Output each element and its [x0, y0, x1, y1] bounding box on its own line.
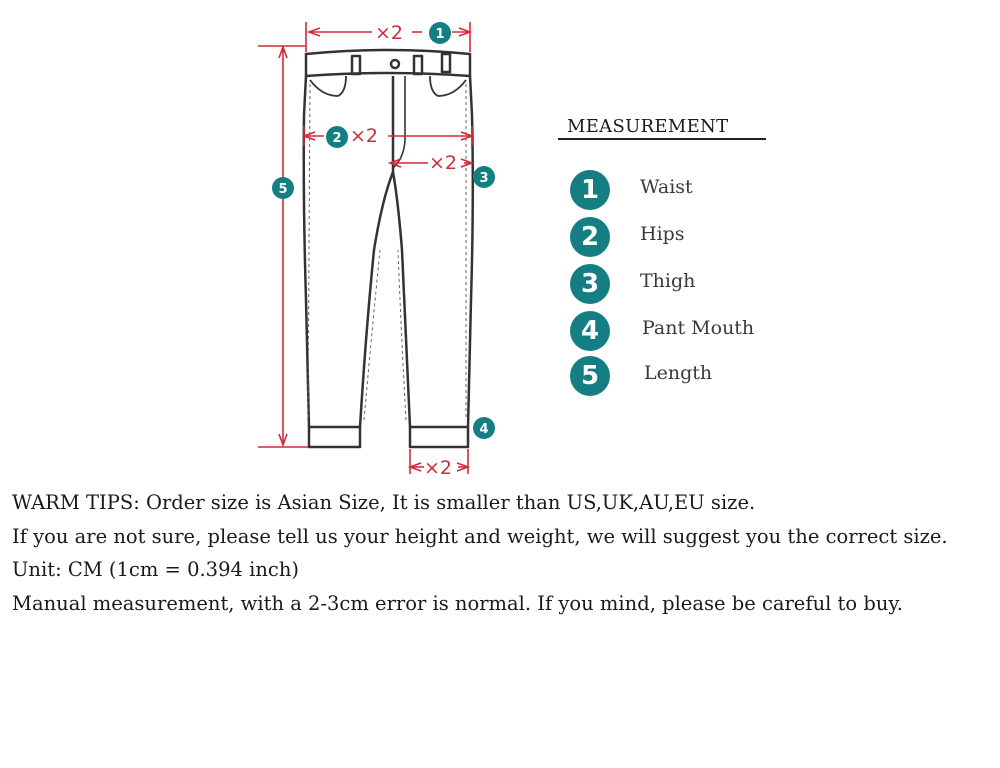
legend-item-pant-mouth — [570, 311, 830, 355]
pants-outline — [304, 50, 473, 447]
legend-item-thigh — [570, 264, 830, 308]
number-1-icon: 1 — [570, 170, 610, 210]
legend-item-hips — [570, 217, 830, 261]
waist-times-label: ×2 — [375, 22, 404, 44]
legend-label-length: Length — [644, 362, 713, 384]
legend-title: MEASUREMENT — [567, 116, 729, 137]
marker-1-label: 1 — [435, 27, 445, 42]
tip-error-margin: Manual measurement, with a 2-3cm error is normal. If you mind, please be careful to buy. — [12, 591, 904, 615]
number-3-icon: 3 — [570, 264, 610, 304]
marker-2-label: 2 — [332, 131, 342, 146]
legend-label-pant-mouth: Pant Mouth — [642, 317, 755, 339]
tip-height-weight: If you are not sure, please tell us your height and weight, we will suggest you the correct size. — [12, 524, 948, 548]
number-2-icon: 2 — [570, 217, 610, 257]
legend-label-hips: Hips — [640, 223, 685, 245]
tip-unit: Unit: CM (1cm = 0.394 inch) — [12, 558, 299, 581]
warm-tips — [12, 486, 987, 620]
tip-size-note: WARM TIPS: Order size is Asian Size, It is smaller than US,UK,AU,EU size. — [12, 491, 756, 514]
number-4-icon: 4 — [570, 311, 610, 351]
number-5-icon: 5 — [570, 356, 610, 396]
thigh-times-label: ×2 — [429, 152, 458, 174]
legend-item-waist — [570, 170, 830, 214]
mouth-times-label: ×2 — [424, 457, 453, 479]
marker-3-label: 3 — [479, 171, 489, 186]
legend-item-length — [570, 356, 830, 400]
marker-4-label: 4 — [479, 422, 489, 437]
legend-title-underline — [558, 138, 766, 140]
hips-times-label: ×2 — [350, 125, 379, 147]
marker-5-label: 5 — [278, 182, 288, 197]
legend-label-thigh: Thigh — [640, 270, 696, 292]
legend-label-waist: Waist — [640, 176, 693, 198]
